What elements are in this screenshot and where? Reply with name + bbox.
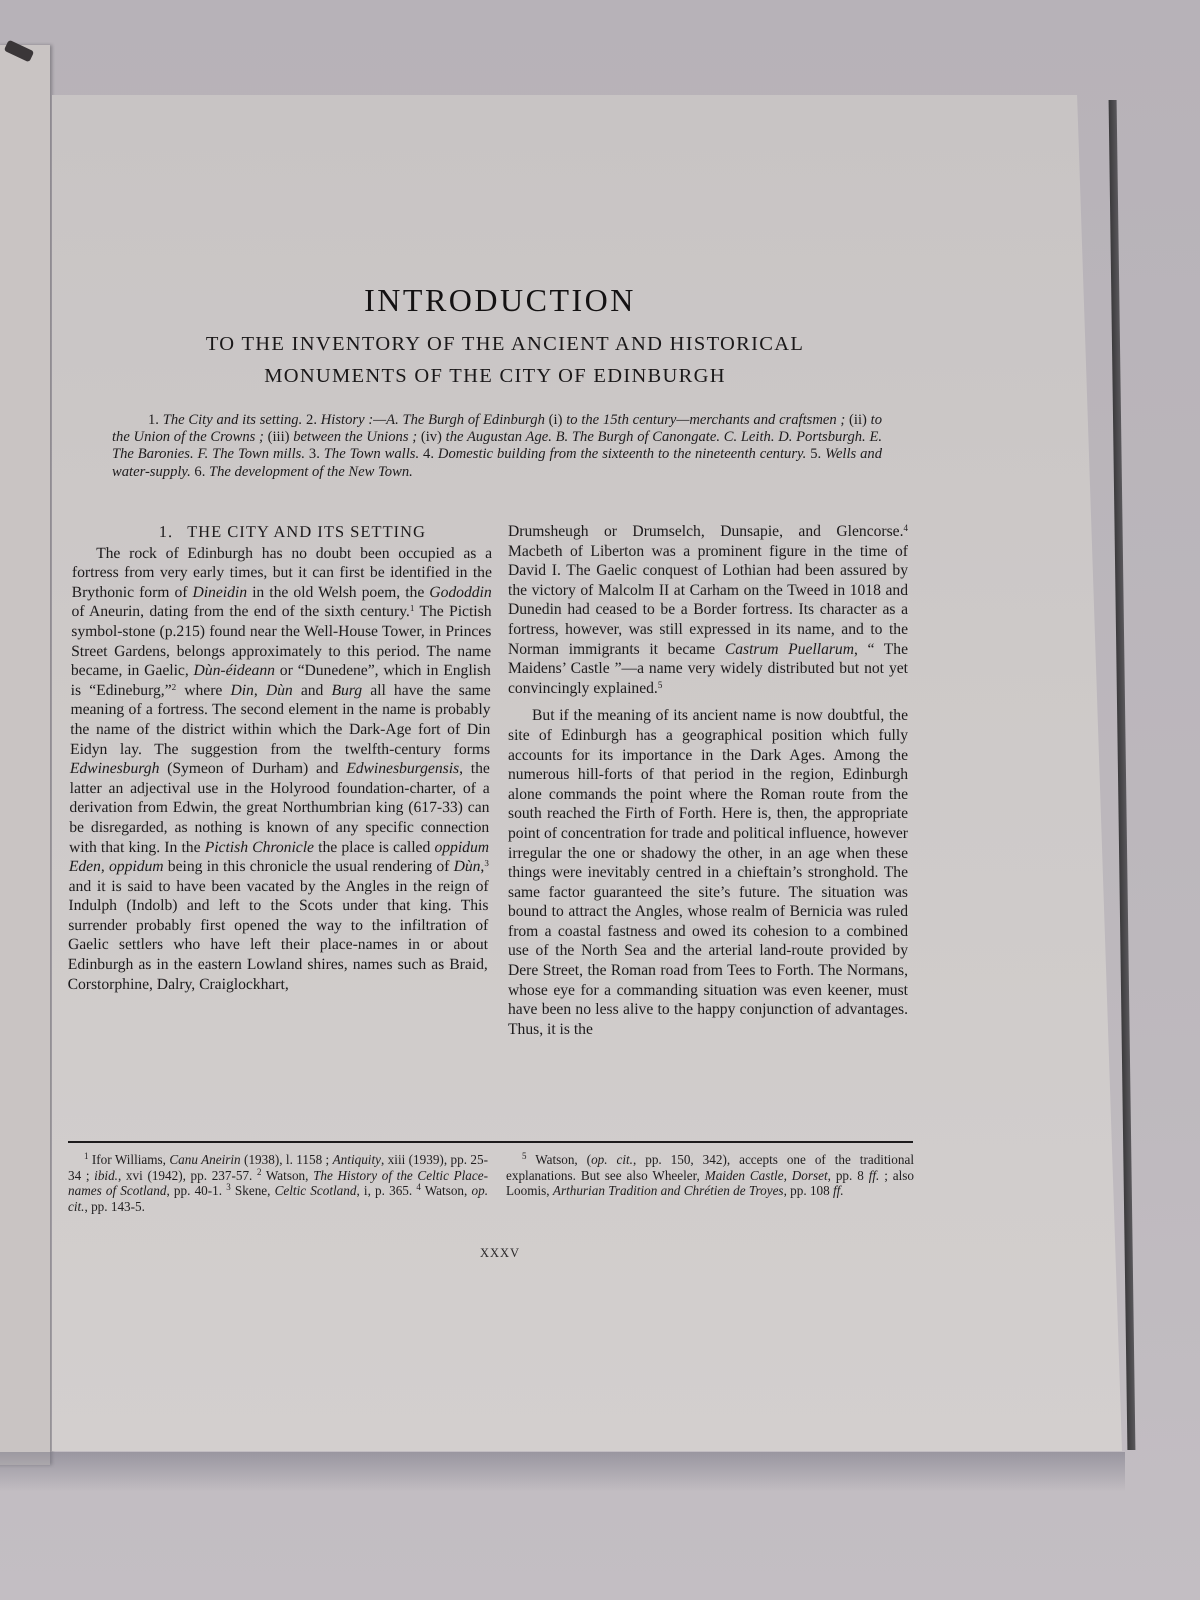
contents-num-6: 6. [190,463,210,480]
text-run: , pp. 143-5. [84,1198,145,1214]
contents-item-2: History :—A. The Burgh of Edinburgh [320,412,549,428]
text-run: Watson, [420,1183,472,1199]
text-run: Drumsheugh or Drumselch, Dunsapie, and Glencorse. [508,523,904,540]
contents-num-3: 3. [305,446,324,463]
footnote-mark-3: 3 [226,1182,231,1193]
text-run: (1938), l. 1158 ; [240,1152,333,1167]
italic-term: Edwinesburgensis [346,760,460,778]
contents-item-2a-iv: the Augustan Age. B. The Burgh of Canongate. C. Leith. D. Portsburgh. E. The Baronies. F. The Town mills. [112,429,883,463]
text-run: Ifor Williams, [88,1152,170,1167]
footnote-mark-4: 4 [416,1182,421,1193]
text-run: , xvi (1942), pp. 237-57. [117,1167,257,1183]
contents-item-2a-i: to the 15th century—merchants and craftsmen ; [562,412,850,428]
contents-summary [112,412,882,481]
text-run: Skene, [230,1183,275,1199]
text-run: , i, p. 365. [356,1183,417,1199]
footnote-block [506,1152,914,1199]
contents-roman-iii: (iii) [267,429,290,446]
text-run: Watson, [261,1167,314,1183]
section-number: 1. [158,522,174,541]
contents-roman-i: (i) [548,412,563,428]
page-number: XXXV [479,1246,521,1260]
body-paragraph [68,544,493,995]
italic-term: op. cit. [68,1183,488,1214]
text-run: ; also Loomis, [506,1167,914,1199]
italic-term: Celtic Scotland [274,1183,357,1199]
text-run: and it is said to have been vacated by the Angles in the reign of Indulph (Indolb) and left to the Scots under that king. This surrender probably first opened the way to the infiltration of Gaelic settlers who have left their place-names in or about Edinburgh as in the eastern Lowland shires, names such as Braid, Corstorphine, Dalry, Craiglockhart, [67,877,489,993]
text-run: and [292,681,332,699]
italic-term: Pictish Chronicle [204,838,315,856]
page-subtitle-line-1: TO THE INVENTORY OF THE ANCIENT AND HISTORICAL [205,333,805,355]
page-subtitle-line-2: MONUMENTS OF THE CITY OF EDINBURGH [264,365,726,387]
text-run: Macbeth of Liberton was a prominent figure in the time of David I. The Gaelic conquest of Lothian had been assured by the victory of Malcolm II at Carham on the Tweed in 1018 and Dunedin had ceased to be a Border fortress. Its character as a fortress, however, was still expressed in its name, and to the Norman immigrants it became [508,542,908,658]
contents-item-2a-iii: between the Unions ; [289,429,421,446]
footnote-ref-3[interactable]: 3 [484,858,489,869]
contents-num-4: 4. [419,446,438,463]
footnotes-right [506,1152,914,1199]
section-heading [72,522,492,542]
italic-term: op. cit. [591,1152,633,1167]
body-paragraph-continued [508,522,908,698]
italic-term: Dùn [265,681,293,699]
italic-term: The History of the Celtic Place-names of Scotland [68,1167,488,1199]
text-run: The rock of Edinburgh has no doubt been occupied as a fortress from very early times, but it can first be identified in the Brythonic form of [71,544,493,601]
footnotes-left [68,1152,488,1214]
footnote-ref-1[interactable]: 1 [409,603,415,614]
text-run: the place is called [313,838,435,856]
text-run: , xiii (1939), pp. 25-34 ; [68,1152,488,1183]
italic-term: Edwinesburgh [69,760,160,778]
italic-term: Canu Aneirin [169,1152,241,1167]
right-column [508,522,908,1039]
footnote-mark-1: 1 [84,1151,89,1161]
text-run: , pp. 8 [827,1167,869,1183]
contents-roman-ii: (ii) [849,412,867,428]
italic-term: oppidum Eden, oppidum [68,838,490,876]
text-run: , pp. 40-1. [166,1183,227,1199]
text-run: all have the same meaning of a fortress. The second element in the name is probably the name of the district within which the Dark-Age fort of Din Eidyn lay. The suggestion from the twelfth-century forms [70,681,491,758]
text-run: , [253,681,267,699]
contents-num-2: 2. [302,412,321,428]
text-run: being in this chronicle the usual rendering of [163,858,454,876]
contents-item-4: Domestic building from the sixteenth to the nineteenth century. [437,446,807,463]
body-paragraph: But if the meaning of its ancient name is now doubtful, the site of Edinburgh has a geographical position which fully accounts for its importance in the Dark Ages. Among the numerous hill-forts of that period in the region, Edinburgh alone commands the point where the Roman route from the south reached the Firth of Forth. Here is, then, the appropriate point of concentration for trade and political influence, however irregular the one or shadowy the other, in an age when these things were inevitably centred in a chieftain’s stronghold. The same factor guaranteed the site’s future. The situation was bound to attract the Angles, whose realm of Bernicia was ruled from a coastal fastness and owed its cohesion to a combined use of the North Sea and the arterial land-route provided by Dere Street, the Roman road from Tees to Forth. The Normans, whose eye for a commanding situation was even keener, must have been no less alive to the happy conjunction of advantages. Thus, it is the [508,707,908,1038]
italic-term: Maiden Castle, Dorset [704,1167,828,1183]
italic-term: ff. [833,1183,844,1199]
text-run: where [176,681,231,699]
text-run: , [480,858,485,876]
section-title: THE CITY AND ITS SETTING [187,522,427,541]
footnote-mark-2: 2 [257,1166,262,1177]
footnote-ref-5[interactable]: 5 [657,679,663,690]
left-column [68,522,493,994]
italic-term: Burg [331,681,363,699]
footnote-block [68,1152,488,1214]
italic-term: ff. [868,1167,880,1183]
contents-item-3: The Town walls. [323,446,420,463]
contents-num-1: 1. [148,412,163,428]
italic-term: Dineidin [192,583,248,601]
footnote-mark-5: 5 [522,1151,527,1161]
contents-num-5: 5. [806,446,826,463]
text-run: in the old Welsh poem, the [247,583,430,601]
footnote-ref-2[interactable]: 2 [171,681,177,692]
italic-term: Arthurian Tradition and Chrétien de Troyes [552,1183,784,1199]
footnote-divider [68,1141,913,1143]
text-run: or “Dunedene”, which in English is “Edineburg,” [70,662,492,699]
text-run: (Symeon of Durham) and [159,760,347,778]
italic-term: Gododdin [429,583,492,601]
italic-term: Dùn-éideann [193,662,276,680]
text-run: , the latter an adjectival use in the Holyrood foundation-charter, of a derivation from Edwin, the great Northumbrian king (617-33) can be disregarded, as nothing is known of any specific connection with that king. In the [68,760,490,856]
contents-roman-iv: (iv) [420,429,442,446]
italic-term: Antiquity [332,1152,381,1167]
page-title: INTRODUCTION [364,282,636,318]
italic-term: Castrum Puellarum [724,640,854,658]
contents-item-5: Wells and water-supply. [112,446,883,480]
text-run: The Pictish symbol-stone (p.215) found near the Well-House Tower, in Princes Street Gardens, belongs approximately to this period. The name became, in Gaelic, [70,603,492,680]
text-run: , “ The Maidens’ Castle ”—a name very widely distributed but not yet convincingly explained. [508,640,908,697]
contents-item-6: The development of the New Town. [209,463,413,480]
text-run: Watson, ( [526,1152,592,1167]
footnote-ref-4[interactable]: 4 [903,523,908,533]
contents-item-1: The City and its setting. [162,412,303,428]
italic-term: Dùn [453,858,481,876]
text-run: of Aneurin, dating from the end of the sixth century. [71,603,410,621]
italic-term: ibid. [94,1167,118,1183]
italic-term: Din [230,681,254,699]
contents-item-2a-ii: to the Union of the Crowns ; [112,412,883,446]
text-run: , pp. 108 [783,1183,834,1199]
text-run: , pp. 150, 342), accepts one of the traditional explanations. But see also Wheeler, [506,1152,914,1183]
